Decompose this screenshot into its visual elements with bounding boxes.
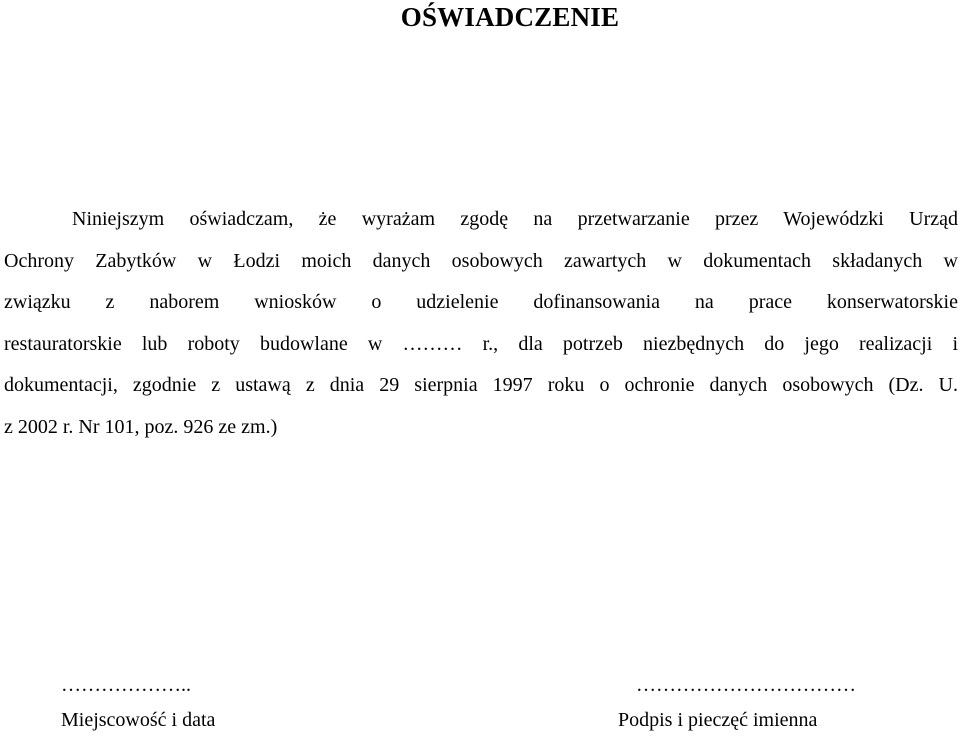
declaration-line-5: dokumentacji, zgodnie z ustawą z dnia 29 sierpnia 1997 roku o ochronie danych osobowych (Dz. U. [4,374,958,396]
declaration-line-2: Ochrony Zabytków w Łodzi moich danych osobowych zawartych w dokumentach składanych w [4,249,958,272]
signature-label: Podpis i pieczęć imienna [618,709,818,731]
document-title: OŚWIADCZENIE [400,2,620,32]
declaration-line-1: Niniejszym oświadczam, że wyrażam zgodę na przetwarzanie przez Wojewódzki Urząd [72,208,958,230]
place-date-label: Miejscowość i data [61,709,216,731]
signature-dots: …………………………… [636,674,856,696]
place-date-dots: ……………….. [61,674,191,696]
declaration-line-6: z 2002 r. Nr 101, poz. 926 ze zm.) [4,415,278,438]
declaration-line-3: związku z naborem wniosków o udzielenie dofinansowania na prace konserwatorskie [4,291,958,313]
declaration-line-4: restauratorskie lub roboty budowlane w ……… r., dla potrzeb niezbędnych do jego realizacji i [4,332,958,355]
declaration-body [4,199,958,448]
